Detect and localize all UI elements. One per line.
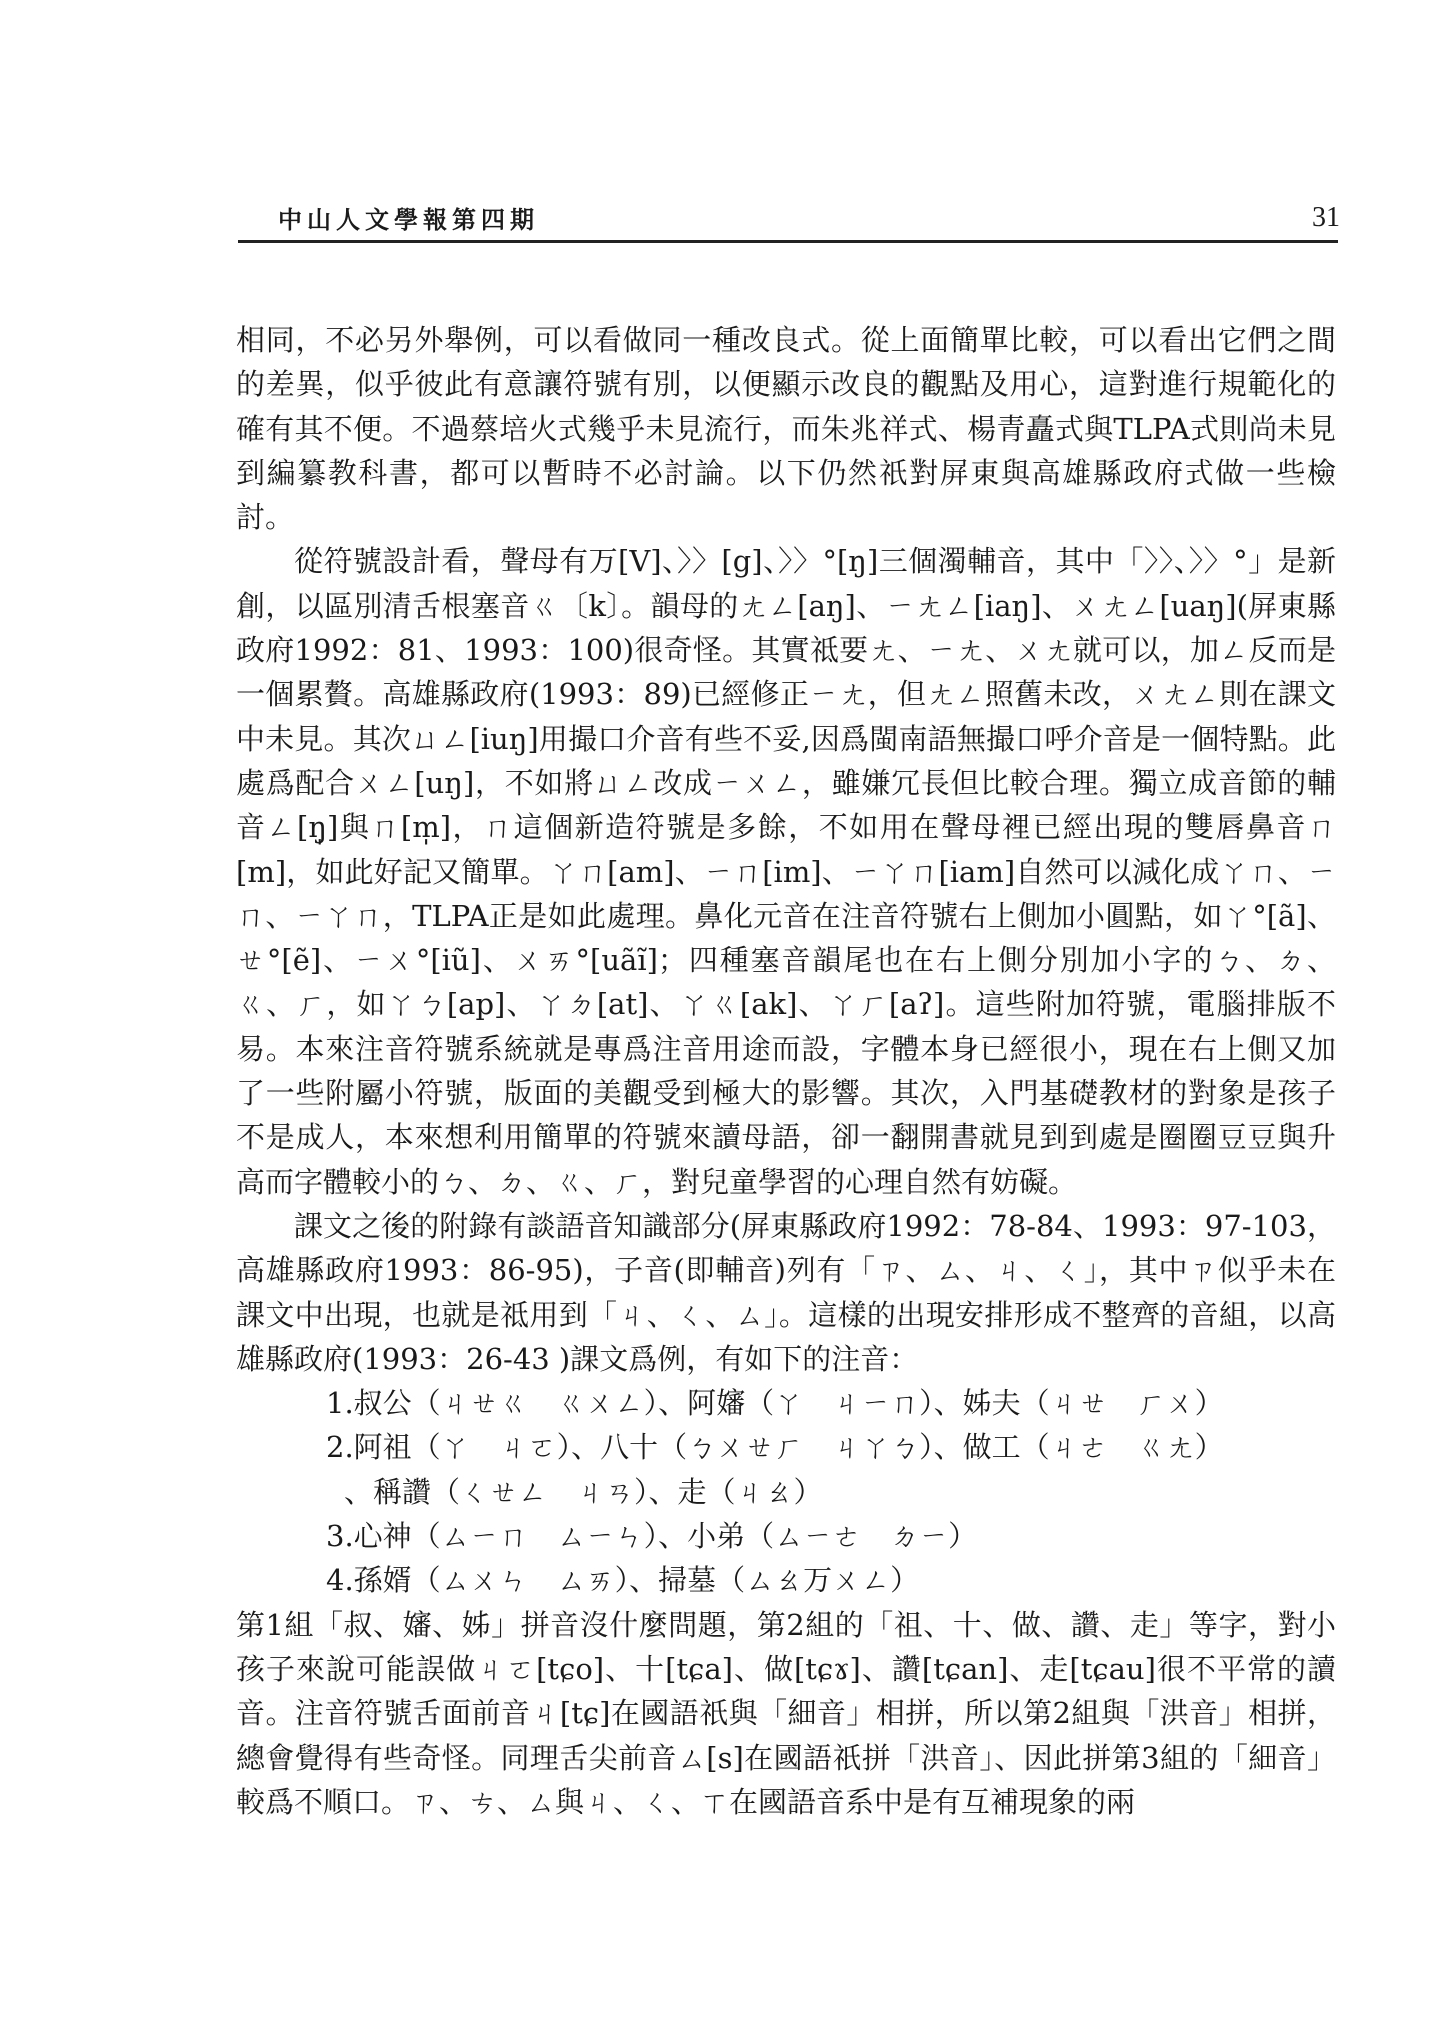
paragraph: 第1組「叔、嬸、姊」拼音沒什麼問題，第2組的「祖、十、做、讚、走」等字，對小孩子來說可能誤做ㄐㄛ[tɕo]、十[tɕa]、做[tɕɤ]、讚[tɕan]、走[tɕau]很不平常的讀音。注音符號舌面前音ㄐ[tɕ]在國語祇與「細音」相拼，所以第2組與「洪音」相拼，總會覺得有些奇怪。同理舌尖前音ㄙ[s]在國語祇拼「洪音」、因此拼第3組的「細音」較爲不順口。ㄗ、ㄘ、ㄙ與ㄐ、ㄑ、ㄒ在國語音系中是有互補現象的兩 [236,1607,1336,1819]
example-list [236,1381,1336,1602]
journal-title: 中山人文學報第四期 [278,205,539,234]
page-number: 31 [1312,202,1340,233]
paragraph: 從符號設計看，聲母有万[V]、〉〉[g]、〉〉°[ŋ]三個濁輔音，其中「〉〉、〉〉°」是新創，以區別清舌根塞音ㄍ〔k〕。韻母的ㄤㄥ[aŋ]、ㄧㄤㄥ[iaŋ]、ㄨㄤㄥ[uaŋ](屏東縣政府1992：81、1993：100)很奇怪。其實祗要ㄤ、ㄧㄤ、ㄨㄤ就可以，加ㄥ反而是一個累贅。高雄縣政府(1993：89)已經修正ㄧㄤ，但ㄤㄥ照舊未改，ㄨㄤㄥ則在課文中未見。其次ㄩㄥ[iuŋ]用撮口介音有些不妥,因爲閩南語無撮口呼介音是一個特點。此處爲配合ㄨㄥ[uŋ]，不如將ㄩㄥ改成ㄧㄨㄥ，雖嫌冗長但比較合理。獨立成音節的輔音ㄥ[ŋ̩]與ㄇ[m̩]，ㄇ這個新造符號是多餘，不如用在聲母裡已經出現的雙唇鼻音ㄇ[m]，如此好記又簡單。ㄚㄇ[am]、ㄧㄇ[im]、ㄧㄚㄇ[iam]自然可以減化成ㄚㄇ、ㄧㄇ、ㄧㄚㄇ，TLPA正是如此處理。鼻化元音在注音符號右上側加小圓點，如ㄚ°[ã]、ㄝ°[ẽ]、ㄧㄨ°[iũ]、ㄨㄞ°[uãĩ]；四種塞音韻尾也在右上側分別加小字的ㄅ、ㄉ、ㄍ、ㄏ，如ㄚㄅ[ap]、ㄚㄉ[at]、ㄚㄍ[ak]、ㄚㄏ[aʔ]。這些附加符號，電腦排版不易。本來注音符號系統就是專爲注音用途而設，字體本身已經很小，現在右上側又加了一些附屬小符號，版面的美觀受到極大的影響。其次，入門基礎教材的對象是孩子不是成人，本來想利用簡單的符號來讀母語，卻一翻開書就見到到處是圈圈豆豆與升高而字體較小的ㄅ、ㄉ、ㄍ、ㄏ，對兒童學習的心理自然有妨礙。 [236,544,1336,1199]
paragraph: 課文之後的附錄有談語音知識部分(屏東縣政府1992：78-84、1993：97-103，高雄縣政府1993：86-95)，子音(即輔音)列有「ㄗ、ㄙ、ㄐ、ㄑ」，其中ㄗ似乎未在課文中出現，也就是祗用到「ㄐ、ㄑ、ㄙ」。這樣的出現安排形成不整齊的音組，以高雄縣政府(1993：26-43 )課文爲例，有如下的注音： [236,1208,1336,1376]
example-item: 4.孫婿（ㄙㄨㄣ ㄙㄞ）、掃墓（ㄙㄠ万ㄨㄥ） [326,1563,920,1598]
article-body [236,318,1336,1824]
running-header [238,196,1338,243]
example-item: 、稱讚（ㄑㄝㄥ ㄐㄢ）、走（ㄐㄠ） [344,1474,823,1509]
example-item: 3.心神（ㄙㄧㄇ ㄙㄧㄣ）、小弟（ㄙㄧㄜ ㄉㄧ） [326,1519,978,1554]
paragraph: 相同，不必另外舉例，可以看做同一種改良式。從上面簡單比較，可以看出它們之間的差異，似乎彼此有意讓符號有別，以便顯示改良的觀點及用心，這對進行規範化的確有其不便。不過蔡培火式幾乎未見流行，而朱兆祥式、楊青矗式與TLPA式則尚未見到編纂教科書，都可以暫時不必討論。以下仍然祇對屏東與高雄縣政府式做一些檢討。 [236,323,1336,535]
example-item: 1.叔公（ㄐㄝㄍ ㄍㄨㄥ）、阿嬸（ㄚ ㄐㄧㄇ）、姊夫（ㄐㄝ ㄏㄨ） [326,1386,1224,1421]
example-item: 2.阿祖（ㄚ ㄐㄛ）、八十（ㄅㄨㄝㄏ ㄐㄚㄅ）、做工（ㄐㄜ ㄍㄤ） [326,1430,1224,1465]
